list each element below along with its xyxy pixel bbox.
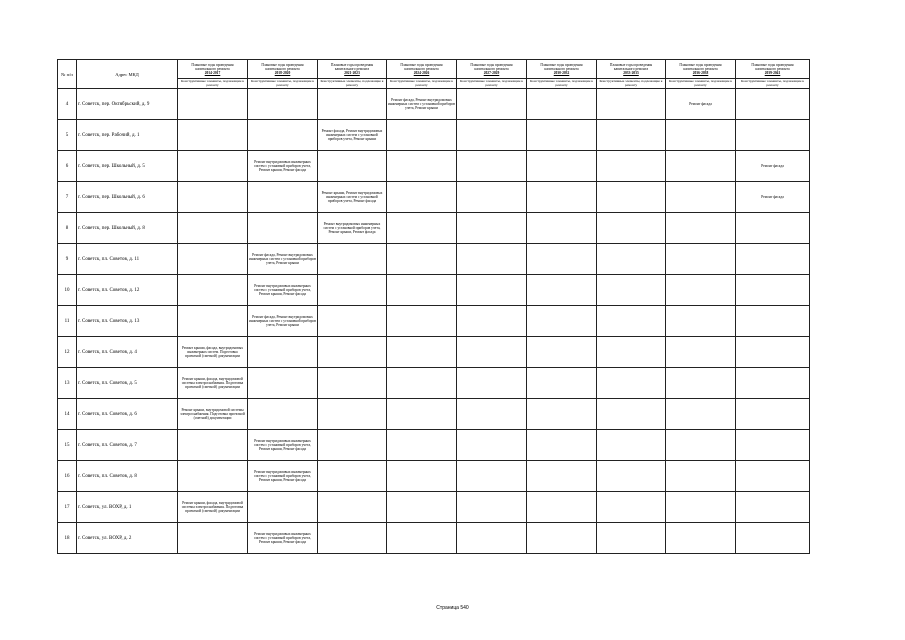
repair-cell — [736, 492, 810, 523]
repair-cell — [666, 461, 736, 492]
repair-cell: Ремонт фасада, Ремонт внутридомовых инженерных систем с установкой приборов учета, Ремонт крыши — [318, 120, 387, 151]
repair-cell — [387, 492, 457, 523]
header-elements-5: Конструктивные элементы, подлежащие к ремонту — [527, 79, 597, 89]
repair-cell — [387, 213, 457, 244]
header-period-years: 2018-2020 — [274, 71, 291, 76]
repair-cell — [736, 120, 810, 151]
repair-cell — [178, 461, 248, 492]
repair-cell — [457, 151, 527, 182]
header-period-years: 2030-2032 — [553, 71, 570, 76]
repair-cell — [178, 89, 248, 120]
repair-cell — [387, 399, 457, 430]
header-period-label-b: капитального ремонта — [265, 66, 300, 71]
header-period-label-a: Плановые годы проведения — [751, 62, 794, 67]
repair-cell: Ремонт крыши, фасада, внутридомовой системы электроснабжения. Подготовка проектной (сметной) документации — [178, 492, 248, 523]
header-elements-4: Конструктивные элементы, подлежащие к ремонту — [457, 79, 527, 89]
repair-cell — [457, 306, 527, 337]
repair-cell — [457, 430, 527, 461]
row-number: 4 — [58, 89, 77, 120]
repair-cell — [527, 151, 597, 182]
repair-cell — [736, 430, 810, 461]
repair-cell: Ремонт фасада, Ремонт внутридомовых инженерных систем с установкой приборов учета, Ремонт крыши — [248, 244, 318, 275]
header-period-5 — [527, 60, 597, 79]
row-number: 5 — [58, 120, 77, 151]
header-period-0 — [178, 60, 248, 79]
header-period-label-a: Плановые годы проведения — [609, 62, 653, 67]
header-period-label-a: Плановые годы проведения — [540, 62, 583, 67]
repair-cell — [597, 399, 666, 430]
header-period-3 — [387, 60, 457, 79]
repair-cell — [318, 89, 387, 120]
repair-cell — [318, 399, 387, 430]
repair-cell — [666, 368, 736, 399]
header-period-label-b: капитального ремонта — [474, 66, 509, 71]
repair-cell — [248, 368, 318, 399]
repair-cell — [597, 151, 666, 182]
repair-cell — [666, 430, 736, 461]
repair-cell — [666, 399, 736, 430]
repair-cell — [248, 492, 318, 523]
repair-cell: Ремонт фасада, Ремонт внутридомовых инженерных систем с установкой приборов учета, Ремонт крыши — [248, 306, 318, 337]
repair-cell — [527, 430, 597, 461]
repair-cell — [318, 430, 387, 461]
repair-cell — [457, 120, 527, 151]
repair-cell — [178, 120, 248, 151]
repair-cell — [457, 337, 527, 368]
repair-cell — [736, 368, 810, 399]
page-number: Страница 540 — [436, 605, 469, 611]
row-address: г. Советск, пл. Советов, д. 6 — [77, 399, 178, 430]
header-elements-2: Конструктивные элементы, подлежащие к ремонту — [318, 79, 387, 89]
repair-cell — [597, 492, 666, 523]
repair-cell — [387, 182, 457, 213]
row-number: 18 — [58, 523, 77, 554]
repair-cell — [387, 430, 457, 461]
repair-cell — [387, 461, 457, 492]
repair-cell — [666, 523, 736, 554]
repair-cell: Ремонт внутридомовых инженерных систем с установкой приборов учета, Ремонт крыши, Ремонт фасада — [248, 523, 318, 554]
repair-cell — [387, 275, 457, 306]
header-period-label-a: Плановые годы проведения — [400, 62, 443, 67]
repair-cell — [178, 275, 248, 306]
row-number: 17 — [58, 492, 77, 523]
header-period-label-b: капитального ремонта — [544, 66, 579, 71]
header-period-label-a: Плановые годы проведения — [191, 62, 234, 67]
header-period-7 — [666, 60, 736, 79]
row-address: г. Советск, пл. Советов, д. 12 — [77, 275, 178, 306]
repair-cell — [597, 275, 666, 306]
repair-cell — [736, 523, 810, 554]
table-row — [58, 120, 810, 151]
header-period-8 — [736, 60, 810, 79]
table-row — [58, 492, 810, 523]
table-row — [58, 461, 810, 492]
table-row — [58, 430, 810, 461]
row-address: г. Советск, пл. Советов, д. 11 — [77, 244, 178, 275]
repair-cell — [387, 337, 457, 368]
repair-cell: Ремонт фасада — [736, 151, 810, 182]
table-row — [58, 244, 810, 275]
header-period-label-a: Плановые годы проведения — [470, 62, 513, 67]
repair-cell — [527, 244, 597, 275]
repair-cell — [248, 213, 318, 244]
table-row — [58, 306, 810, 337]
repair-cell — [527, 337, 597, 368]
repair-cell — [457, 461, 527, 492]
repair-cell — [318, 492, 387, 523]
repair-cell: Ремонт внутридомовых инженерных систем с установкой приборов учета, Ремонт крыши, Ремонт фасада — [248, 430, 318, 461]
repair-cell — [527, 368, 597, 399]
row-number: 16 — [58, 461, 77, 492]
table-row — [58, 337, 810, 368]
header-period-label-b: капитального ремонта — [334, 66, 370, 71]
repair-cell — [457, 182, 527, 213]
header-elements-0: Конструктивные элементы, подлежащие к ремонту — [178, 79, 248, 89]
repair-cell: Ремонт фасада, Ремонт внутридомовых инженерных систем с установкой приборов учета, Ремонт крыши — [387, 89, 457, 120]
repair-cell — [597, 182, 666, 213]
header-period-years: 2036-2038 — [692, 71, 709, 76]
repair-cell — [527, 120, 597, 151]
repair-cell — [736, 89, 810, 120]
table-row — [58, 275, 810, 306]
repair-cell — [318, 523, 387, 554]
header-period-label-b: капитального ремонта — [683, 66, 718, 71]
repair-cell — [736, 275, 810, 306]
repair-cell — [597, 368, 666, 399]
header-period-label-a: Плановые годы проведения — [679, 62, 722, 67]
repair-cell: Ремонт крыши, внутридомовой системы электроснабжения. Подготовка проектной (сметной) документации — [178, 399, 248, 430]
repair-cell — [178, 151, 248, 182]
header-period-6 — [597, 60, 666, 79]
header-address: Адрес МКД — [77, 60, 178, 89]
repair-cell — [318, 306, 387, 337]
row-address: г. Советск, пер. Школьный, д. 5 — [77, 151, 178, 182]
repair-cell — [527, 461, 597, 492]
repair-cell — [736, 337, 810, 368]
header-period-years: 2027-2029 — [483, 71, 500, 76]
header-period-label-b: капитального ремонта — [404, 66, 439, 71]
repair-cell — [666, 275, 736, 306]
repair-cell: Ремонт внутридомовых инженерных систем с установкой приборов учета, Ремонт крыши, Ремонт фасада — [318, 213, 387, 244]
repair-cell — [597, 461, 666, 492]
repair-cell — [597, 213, 666, 244]
repair-cell — [248, 182, 318, 213]
repair-cell — [527, 213, 597, 244]
repair-cell — [736, 399, 810, 430]
repair-cell: Ремонт фасада — [736, 182, 810, 213]
header-elements-8: Конструктивные элементы, подлежащие к ремонту — [736, 79, 810, 89]
header-period-years: 2039-2041 — [764, 71, 781, 76]
repair-cell — [457, 244, 527, 275]
repair-cell — [736, 213, 810, 244]
repair-cell — [597, 337, 666, 368]
repair-cell: Ремонт внутридомовых инженерных систем с установкой приборов учета, Ремонт крыши, Ремонт фасада — [248, 275, 318, 306]
repair-cell — [457, 213, 527, 244]
repair-cell — [736, 306, 810, 337]
repair-cell — [178, 523, 248, 554]
repair-cell — [597, 89, 666, 120]
row-address: г. Советск, пл. Советов, д. 5 — [77, 368, 178, 399]
repair-cell — [457, 368, 527, 399]
header-period-years: 2024-2026 — [413, 71, 430, 76]
header-period-label-b: капитального ремонта — [613, 66, 649, 71]
row-number: 10 — [58, 275, 77, 306]
repair-cell — [597, 306, 666, 337]
table-row — [58, 368, 810, 399]
repair-cell — [666, 151, 736, 182]
repair-cell: Ремонт внутридомовых инженерных систем с установкой приборов учета, Ремонт крыши, Ремонт фасада — [248, 461, 318, 492]
repair-cell — [527, 306, 597, 337]
repair-cell — [527, 182, 597, 213]
header-elements-3: Конструктивные элементы, подлежащие к ремонту — [387, 79, 457, 89]
repair-cell — [248, 89, 318, 120]
repair-cell — [597, 120, 666, 151]
repair-cell — [597, 430, 666, 461]
row-number: 13 — [58, 368, 77, 399]
header-period-label-b: капитального ремонта — [755, 66, 790, 71]
repair-schedule-table — [57, 59, 810, 554]
repair-cell — [318, 275, 387, 306]
header-period-label-b: капитального ремонта — [195, 66, 230, 71]
repair-cell — [666, 120, 736, 151]
row-address: г. Советск, пер. Октябрьский, д. 9 — [77, 89, 178, 120]
table-row — [58, 151, 810, 182]
repair-cell — [248, 337, 318, 368]
repair-cell — [527, 523, 597, 554]
row-address: г. Советск, пл. Советов, д. 7 — [77, 430, 178, 461]
row-address: г. Советск, ул. ВОХР, д. 1 — [77, 492, 178, 523]
table-row — [58, 89, 810, 120]
header-elements-6: Конструктивные элементы, подлежащие к ремонту — [597, 79, 666, 89]
repair-cell — [736, 244, 810, 275]
repair-cell: Ремонт фасада — [666, 89, 736, 120]
repair-cell — [666, 337, 736, 368]
repair-cell — [178, 306, 248, 337]
repair-cell: Ремонт крыши, фасада, внутридомовой системы электроснабжения. Подготовка проектной (сметной) документации — [178, 368, 248, 399]
row-number: 14 — [58, 399, 77, 430]
header-period-years: 2033-2035 — [623, 71, 639, 76]
repair-cell — [457, 523, 527, 554]
header-period-2 — [318, 60, 387, 79]
repair-cell — [387, 244, 457, 275]
header-elements-7: Конструктивные элементы, подлежащие к ремонту — [666, 79, 736, 89]
row-address: г. Советск, пер. Школьный, д. 8 — [77, 213, 178, 244]
repair-cell — [318, 368, 387, 399]
repair-cell — [527, 492, 597, 523]
header-period-label-a: Плановые годы проведения — [261, 62, 304, 67]
table-row — [58, 213, 810, 244]
table-row — [58, 523, 810, 554]
repair-cell — [527, 89, 597, 120]
repair-cell — [527, 399, 597, 430]
row-address: г. Советск, пл. Советов, д. 4 — [77, 337, 178, 368]
repair-cell — [178, 244, 248, 275]
header-number: № п/п — [58, 60, 77, 89]
repair-cell — [387, 151, 457, 182]
repair-cell — [248, 120, 318, 151]
repair-cell — [178, 182, 248, 213]
row-number: 11 — [58, 306, 77, 337]
repair-cell — [387, 120, 457, 151]
table-row — [58, 399, 810, 430]
repair-cell — [457, 492, 527, 523]
repair-cell: Ремонт крыши, Ремонт внутридомовых инженерных систем с установкой приборов учета, Ремонт фасада — [318, 182, 387, 213]
repair-cell — [666, 244, 736, 275]
repair-cell — [318, 337, 387, 368]
row-address: г. Советск, пер. Школьный, д. 6 — [77, 182, 178, 213]
row-address: г. Советск, пл. Советов, д. 8 — [77, 461, 178, 492]
repair-cell — [457, 275, 527, 306]
row-number: 9 — [58, 244, 77, 275]
repair-cell — [387, 368, 457, 399]
header-period-1 — [248, 60, 318, 79]
repair-cell — [387, 306, 457, 337]
header-period-years: 2014-2017 — [204, 71, 221, 76]
header-period-label-a: Плановые годы проведения — [330, 62, 374, 67]
repair-cell — [178, 430, 248, 461]
row-number: 6 — [58, 151, 77, 182]
repair-cell — [527, 275, 597, 306]
repair-cell — [736, 461, 810, 492]
row-number: 12 — [58, 337, 77, 368]
repair-cell — [318, 151, 387, 182]
repair-cell — [666, 213, 736, 244]
repair-cell — [318, 244, 387, 275]
repair-cell: Ремонт внутридомовых инженерных систем с установкой приборов учета, Ремонт крыши, Ремонт фасада — [248, 151, 318, 182]
repair-cell — [457, 89, 527, 120]
repair-cell — [318, 461, 387, 492]
row-address: г. Советск, пер. Рабочий, д. 1 — [77, 120, 178, 151]
repair-cell — [666, 306, 736, 337]
row-address: г. Советск, пл. Советов, д. 13 — [77, 306, 178, 337]
row-number: 7 — [58, 182, 77, 213]
repair-cell — [666, 182, 736, 213]
repair-cell — [666, 492, 736, 523]
table-row — [58, 182, 810, 213]
repair-cell — [248, 399, 318, 430]
row-number: 15 — [58, 430, 77, 461]
repair-cell — [597, 523, 666, 554]
row-number: 8 — [58, 213, 77, 244]
header-elements-1: Конструктивные элементы, подлежащие к ремонту — [248, 79, 318, 89]
repair-cell: Ремонт крыши, фасада, внутридомовых инженерных систем. Подготовка проектной (сметной) документации — [178, 337, 248, 368]
row-address: г. Советск, ул. ВОХР, д. 2 — [77, 523, 178, 554]
header-period-4 — [457, 60, 527, 79]
repair-cell — [387, 523, 457, 554]
repair-cell — [597, 244, 666, 275]
header-period-years: 2021-2023 — [344, 71, 360, 76]
repair-cell — [178, 213, 248, 244]
repair-cell — [457, 399, 527, 430]
